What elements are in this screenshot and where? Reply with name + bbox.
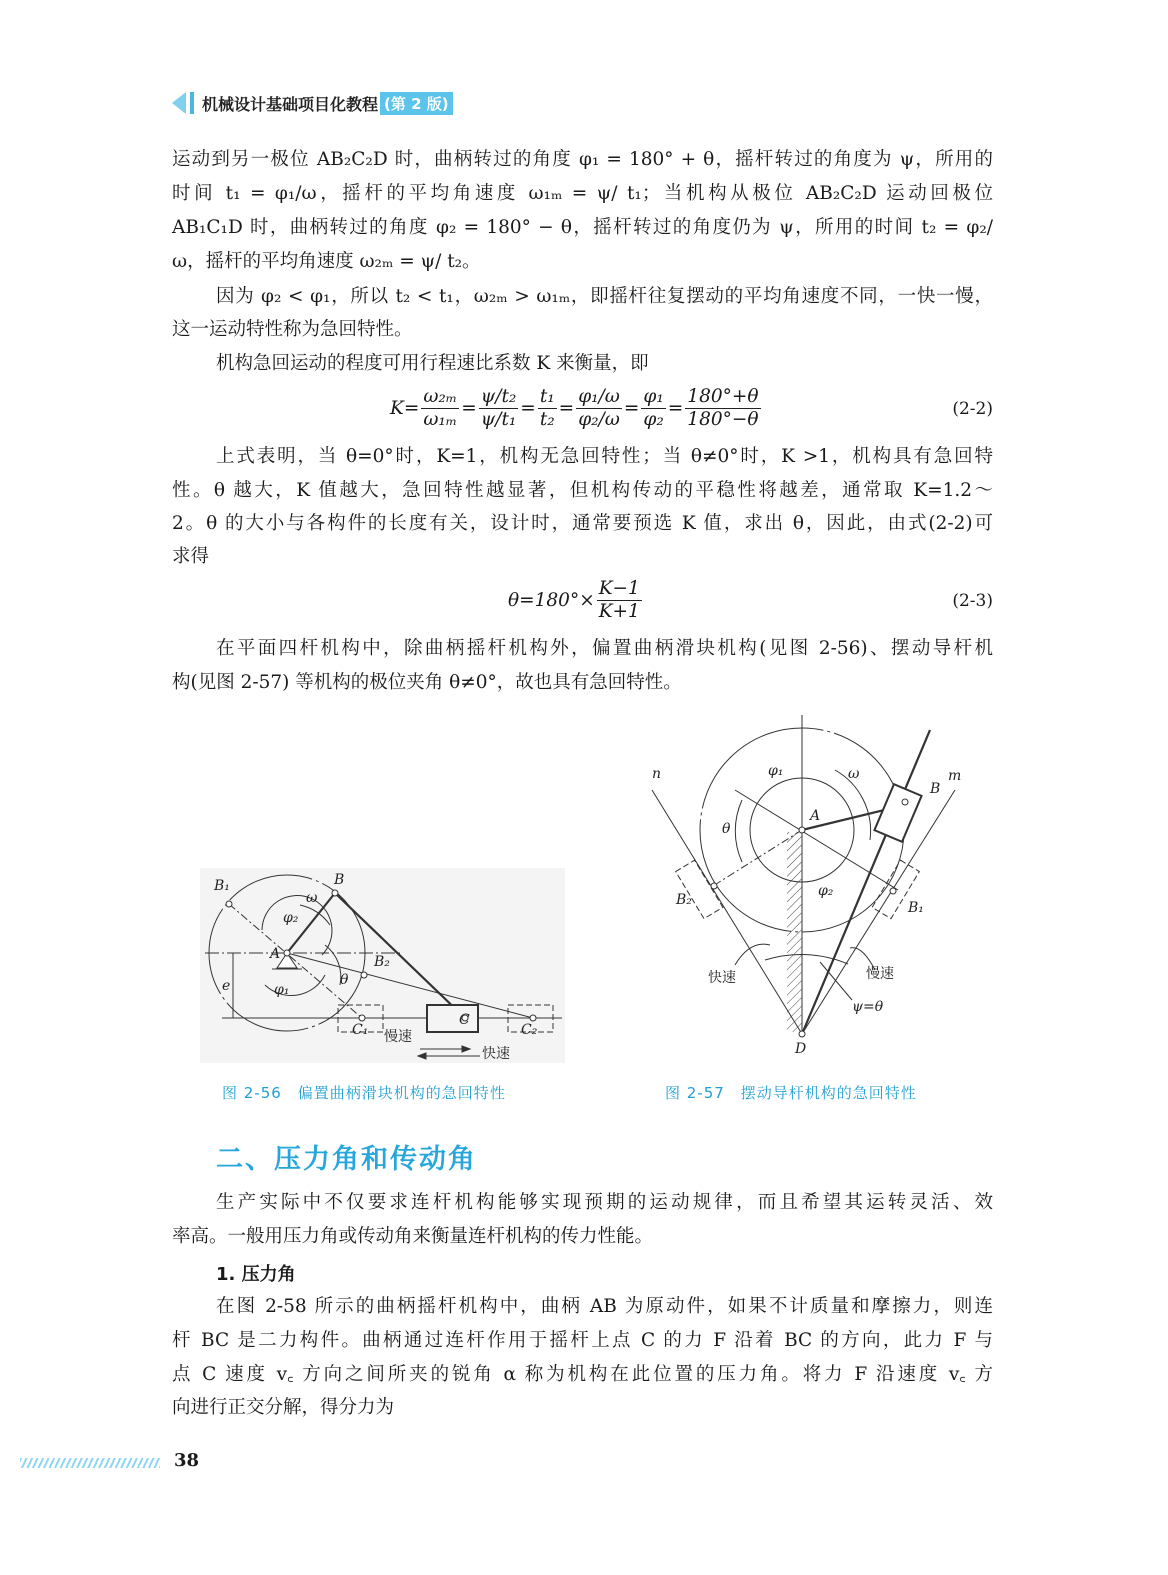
label-m: m: [948, 768, 962, 784]
figure-caption: 图 2-56 偏置曲柄滑块机构的急回特性: [222, 1084, 506, 1102]
text-line: 率高。一般用压力角或传动角来衡量连杆机构的传力性能。: [172, 1226, 654, 1247]
label-C: C: [459, 1012, 470, 1028]
label-fast: 快速: [482, 1046, 510, 1062]
text-line: AB₁C₁D 时，曲柄转过的角度 φ₂ = 180° − θ，摇杆转过的角度仍为 ψ，所用的时间 t₂ = φ₂/: [172, 217, 993, 238]
text-line: 机构急回运动的程度可用行程速比系数 K 来衡量，即: [216, 353, 649, 374]
label-n: n: [652, 766, 662, 782]
text-line: 上式表明，当 θ=0°时，K=1，机构无急回特性；当 θ≠0°时，K >1，机构具有急回特: [216, 446, 993, 467]
label-B2: B₂: [374, 954, 390, 970]
fraction: $\frac{180^\circ+\theta}{180^\circ-\theta}$: [687, 386, 759, 430]
text-line: 在图 2-58 所示的曲柄摇杆机构中，曲柄 AB 为原动件，如果不计质量和摩擦力，则连: [216, 1296, 993, 1317]
label-e: e: [222, 978, 231, 994]
label-omega: ω: [848, 766, 860, 782]
text-line: 2。θ 的大小与各构件的长度有关，设计时，通常要预选 K 值，求出 θ，因此，由式(2-2)可: [172, 513, 993, 534]
label-C2: C₂: [521, 1022, 538, 1038]
fraction: $\frac{\text{φ₁}}{\text{φ₂}}$: [643, 386, 664, 430]
theta-arc: [735, 800, 742, 862]
subsection-heading: 1. 压力角: [216, 1264, 296, 1285]
equation-number: (2-2): [952, 399, 993, 419]
page-number: 38: [174, 1450, 200, 1471]
text-line: 性。θ 越大，K 值越大，急回特性越显著，但机构传动的平稳性将越差，通常取 K=1.2～: [172, 480, 993, 501]
label-D: D: [795, 1041, 807, 1057]
line-AB1: [735, 790, 898, 890]
label-theta: θ: [340, 972, 349, 988]
label-C1: C₁: [352, 1022, 369, 1038]
label-A: A: [270, 946, 281, 962]
label-fast: 快速: [708, 970, 736, 986]
label-omega: ω: [306, 890, 318, 906]
text-line: 点 C 速度 v꜀ 方向之间所夹的锐角 α 称为机构在此位置的压力角。将力 F 沿速度 v꜀ 方: [172, 1364, 993, 1385]
text-line: 运动到另一极位 AB₂C₂D 时，曲柄转过的角度 φ₁ = 180° + θ，摇杆转过的角度为 ψ，所用的: [172, 149, 993, 170]
label-phi1: φ₁: [768, 763, 784, 779]
text-line: 因为 φ₂ < φ₁，所以 t₂ < t₁，ω₂ₘ > ω₁ₘ，即摇杆往复摆动的平均角速度不同，一快一慢，: [216, 286, 993, 307]
label-B: B: [930, 781, 941, 797]
fraction: $\frac{K-1}{K+1}$: [598, 578, 640, 622]
frame-hatch: [787, 832, 802, 1032]
section-heading: 二、压力角和传动角: [216, 1144, 477, 1175]
text-line: 这一运动特性称为急回特性。: [172, 319, 413, 340]
text-line: ω，摇杆的平均角速度 ω₂ₘ = ψ/ t₂。: [172, 251, 481, 272]
label-B1: B₁: [214, 878, 230, 894]
label-phi2: φ₂: [283, 910, 299, 926]
equation-2-3: θ=180°× $\frac{K-1}{K+1}$: [508, 578, 640, 622]
equation-2-2: K= $\frac{\text{ω₂ₘ}}{\text{ω₁ₘ}}$ = $\frac{\text{ψ/t₂}}{\text{ψ/t₁}}$ = $\frac{\text{t₁}}{\text{t₂}}$ = $\frac{\text{φ₁/ω}}{\text{φ₂/ω}}$ = $\frac{\text{φ₁}}{\text{φ₂}}$ = $\frac{180^\circ+\theta}{180^\circ-\theta}$: [390, 386, 759, 430]
edition-badge: (第 2 版): [380, 92, 453, 115]
label-slow: 慢速: [384, 1029, 412, 1045]
figure-caption: 图 2-57 摆动导杆机构的急回特性: [665, 1084, 917, 1102]
fraction: $\frac{\text{φ₁/ω}}{\text{φ₂/ω}}$: [578, 386, 620, 430]
text-line: 向进行正交分解，得分力为: [172, 1397, 395, 1418]
text-line: 构(见图 2-57) 等机构的极位夹角 θ≠0°，故也具有急回特性。: [172, 672, 682, 693]
fraction: $\frac{\text{t₁}}{\text{t₂}}$: [539, 386, 555, 430]
equation-number: (2-3): [952, 591, 993, 611]
fraction: $\frac{\text{ω₂ₘ}}{\text{ω₁ₘ}}$: [423, 386, 458, 430]
label-psi: ψ=θ: [852, 999, 884, 1015]
text-line: 在平面四杆机构中，除曲柄摇杆机构外，偏置曲柄滑块机构(见图 2-56)、摆动导杆机: [216, 638, 993, 659]
text-line: 求得: [172, 546, 210, 567]
text-line: 杆 BC 是二力构件。曲柄通过连杆作用于摇杆上点 C 的力 F 沿着 BC 的方向，此力 F 与: [172, 1330, 993, 1351]
label-phi2: φ₂: [818, 883, 834, 899]
label-B: B: [334, 872, 345, 888]
label-B1: B₁: [908, 900, 924, 916]
guide-bar: [802, 730, 930, 1034]
fraction: $\frac{\text{ψ/t₂}}{\text{ψ/t₁}}$: [480, 386, 517, 430]
book-title: 机械设计基础项目化教程: [202, 94, 379, 114]
label-phi1: φ₁: [274, 982, 290, 998]
text-line: 时间 t₁ = φ₁/ω，摇杆的平均角速度 ω₁ₘ = ψ/ t₁；当机构从极位 AB₂C₂D 运动回极位: [172, 183, 993, 204]
label-slow: 慢速: [866, 966, 894, 982]
label-B2: B₂: [676, 892, 692, 908]
label-A: A: [810, 808, 821, 824]
eq-lhs: K=: [390, 398, 420, 419]
fast-arrow: [735, 944, 770, 965]
slider-B2: [676, 860, 723, 918]
footer-stripes: [20, 1458, 160, 1468]
text-line: 生产实际中不仅要求连杆机构能够实现预期的运动规律，而且希望其运转灵活、效: [216, 1192, 993, 1213]
slider-B: [874, 784, 921, 842]
label-theta: θ: [722, 821, 731, 837]
